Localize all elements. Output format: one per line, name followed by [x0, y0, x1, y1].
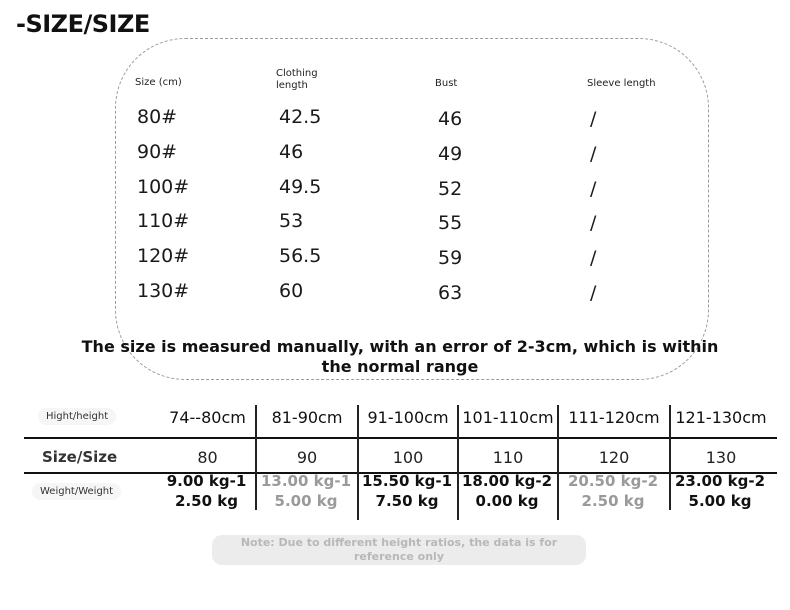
size-cell: 90 — [296, 448, 318, 467]
size-cell: 80# — [137, 106, 178, 128]
size-cell: 130# — [137, 280, 190, 302]
height-range-cell: 74--80cm — [169, 408, 246, 427]
measurement-note: The size is measured manually, with an error of 2-3cm, which is within the normal range — [81, 337, 719, 376]
header-clothing-length: Clothing length — [276, 68, 318, 91]
size-cell: 100 — [392, 448, 424, 467]
length-cell: 60 — [279, 280, 304, 302]
length-cell: 46 — [279, 141, 304, 163]
height-row-label: Hight/height — [38, 408, 116, 425]
sleeve-cell: / — [590, 247, 597, 269]
weight-range-cell: 18.00 kg-20.00 kg — [461, 472, 553, 510]
size-row-label: Size/Size — [42, 448, 118, 466]
bust-cell: 55 — [438, 212, 463, 234]
height-range-cell: 111-120cm — [568, 408, 660, 427]
bust-cell: 63 — [438, 282, 463, 304]
sleeve-cell: / — [590, 212, 597, 234]
height-range-cell: 101-110cm — [462, 408, 554, 427]
bust-cell: 46 — [438, 108, 463, 130]
header-sleeve-length: Sleeve length — [587, 78, 656, 89]
length-cell: 56.5 — [279, 245, 322, 267]
size-cell: 120# — [137, 245, 190, 267]
size-cell: 110 — [492, 448, 524, 467]
weight-range-cell: 9.00 kg-12.50 kg — [166, 472, 247, 510]
header-size: Size (cm) — [135, 77, 182, 88]
sleeve-cell: / — [590, 143, 597, 165]
size-cell: 110# — [137, 210, 190, 232]
size-cell: 90# — [137, 141, 178, 163]
size-cell: 130 — [705, 448, 737, 467]
bust-cell: 49 — [438, 143, 463, 165]
height-range-cell: 81-90cm — [271, 408, 343, 427]
sleeve-cell: / — [590, 282, 597, 304]
sleeve-cell: / — [590, 178, 597, 200]
size-cell: 80 — [197, 448, 218, 467]
page-title: -SIZE/SIZE — [16, 10, 150, 38]
weight-range-cell: 15.50 kg-17.50 kg — [361, 472, 453, 510]
length-cell: 42.5 — [279, 106, 322, 128]
length-cell: 49.5 — [279, 176, 322, 198]
size-cell: 120 — [598, 448, 630, 467]
size-cell: 100# — [137, 176, 190, 198]
reference-footnote: Note: Due to different height ratios, the data is for reference only — [212, 535, 586, 565]
weight-range-cell: 23.00 kg-25.00 kg — [674, 472, 766, 510]
weight-range-cell: 13.00 kg-15.00 kg — [260, 472, 352, 510]
length-cell: 53 — [279, 210, 304, 232]
table-divider — [24, 437, 777, 439]
height-range-cell: 121-130cm — [675, 408, 767, 427]
header-bust: Bust — [435, 78, 458, 89]
height-range-cell: 91-100cm — [367, 408, 449, 427]
bust-cell: 59 — [438, 247, 463, 269]
weight-range-cell: 20.50 kg-22.50 kg — [567, 472, 659, 510]
sleeve-cell: / — [590, 108, 597, 130]
weight-row-label: Weight/Weight — [32, 483, 121, 500]
bust-cell: 52 — [438, 178, 463, 200]
